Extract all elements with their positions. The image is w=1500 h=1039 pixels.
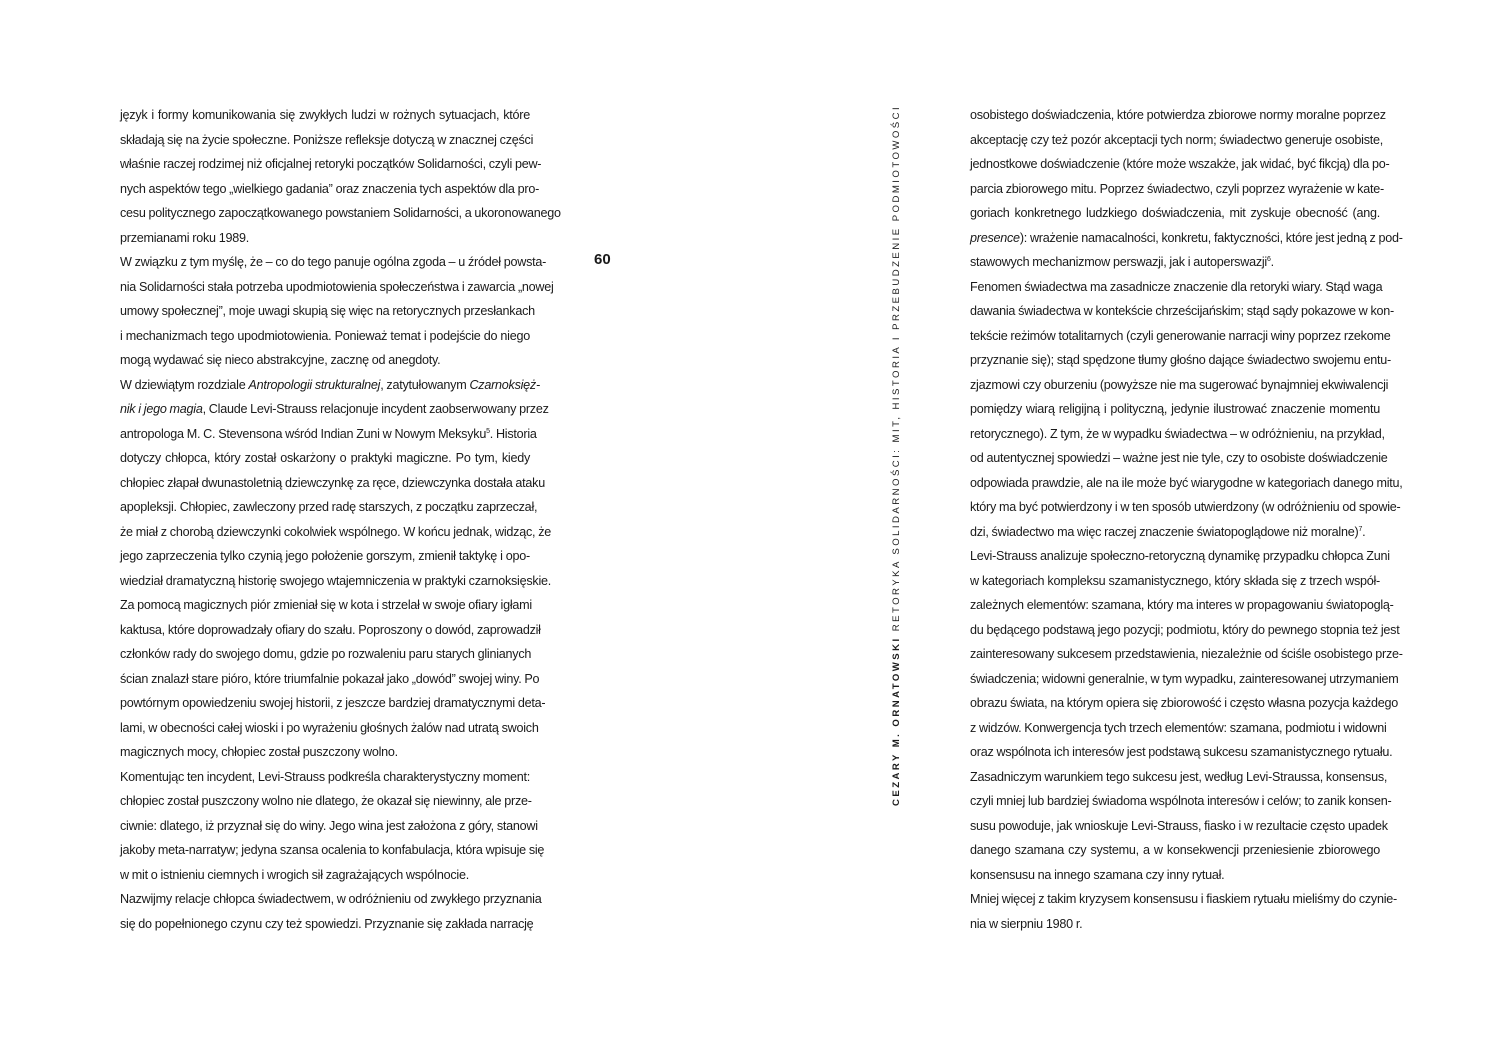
text-line: członków rady do swojego domu, gdzie po rozwaleniu paru starych glinianych: [120, 647, 532, 661]
text-line: Levi-Strauss analizuje społeczno-retoryczną dynamikę przypadku chłopca Zuni: [970, 549, 1390, 563]
book-title-italic: Antropologii strukturalnej: [248, 377, 381, 392]
text-line: kaktusa, które doprowadzały ofiary do szału. Poproszony o dowód, zaprowadził: [120, 622, 541, 637]
text-line: [970, 520, 1380, 545]
text-line: się do popełnionego czynu czy też spowiedzi. Przyznanie się zakłada narrację: [120, 916, 534, 931]
right-page-text: [970, 103, 1403, 936]
text-fragment: dzi, świadectwo ma więc raczej znaczenie światopoglądowe niż moralne): [970, 524, 1359, 539]
text-line: apopleksji. Chłopiec, zawleczony przed radę starszych, z początku zaprzeczał,: [120, 500, 538, 514]
text-line: Za pomocą magicznych piór zmieniał się w kota i strzelał w swoje ofiary igłami: [120, 598, 532, 612]
text-line: pomiędzy wiarą religijną i polityczną, jedynie ilustrować znaczenie momentu: [970, 402, 1380, 416]
text-line: [120, 373, 540, 398]
text-line: zależnych elementów: szamana, który ma interes w propagowaniu światopoglą-: [970, 598, 1394, 612]
text-fragment: , zatytułowanym: [380, 377, 470, 392]
chapter-title-italic: nik i jego magia: [120, 402, 203, 416]
text-line: zainteresowany sukcesem przedstawienia, niezależnie od ściśle osobistego prze-: [970, 647, 1403, 661]
text-line: jednostkowe doświadczenie (które może wszakże, jak widać, być fikcją) dla po-: [970, 157, 1390, 171]
text-fragment: , Claude Levi-Strauss relacjonuje incydent zaobserwowany przez: [202, 402, 549, 416]
text-line: goriach konkretnego ludzkiego doświadczenia, mit zyskuje obecność (ang.: [970, 206, 1380, 220]
running-head: [890, 104, 904, 808]
text-line: z widzów. Konwergencja tych trzech elementów: szamana, podmiotu i widowni: [970, 720, 1387, 735]
text-line: danego szamana czy systemu, a w konsekwencji przeniesienie zbiorowego: [970, 843, 1380, 857]
chapter-title-italic: Czarnoksięż-: [469, 377, 540, 392]
text-line: który ma być potwierdzony i w ten sposób utwierdzony (w odróżnieniu od spowie-: [970, 500, 1401, 514]
text-line: chłopiec złapał dwunastoletnią dziewczynkę za ręce, dziewczynka dostała ataku: [120, 475, 545, 490]
text-line: mogą wydawać się nieco abstrakcyjne, zacznę od anegdoty.: [120, 353, 441, 367]
text-line: chłopiec został puszczony wolno nie dlatego, że okazał się niewinny, ale prze-: [120, 794, 532, 808]
text-line: cesu politycznego zapoczątkowanego powstaniem Solidarności, a ukoronowanego: [120, 206, 561, 220]
text-line: nia Solidarności stała potrzeba upodmiotowienia społeczeństwa i zawarcia „nowej: [120, 279, 554, 294]
footnote-marker: 5: [486, 427, 490, 435]
text-line: nych aspektów tego „wielkiego gadania” oraz znaczenia tych aspektów dla pro-: [120, 181, 540, 196]
text-line: i mechanizmach tego upodmiotowienia. Ponieważ temat i podejście do niego: [120, 328, 530, 343]
text-line: w mit o istnieniu ciemnych i wrogich sił zagrażających wspólnocie.: [120, 867, 469, 882]
text-line: składają się na życie społeczne. Poniższe refleksje dotyczą w znacznej części: [120, 132, 534, 147]
text-fragment: . Historia: [489, 426, 537, 441]
text-line: odpowiada prawdzie, ale na ile może być wiarygodne w kategoriach danego mitu,: [970, 475, 1403, 490]
text-line: konsensusu na innego szamana czy inny rytuał.: [970, 867, 1225, 882]
text-line: powtórnym opowiedzeniu swojej historii, z jeszcze bardziej dramatycznymi deta-: [120, 696, 546, 710]
text-fragment: .: [1270, 255, 1274, 269]
page-number: 60: [594, 251, 611, 268]
text-line: akceptację czy też pozór akceptacji tych norm; świadectwo generuje osobiste,: [970, 132, 1383, 147]
text-line: od autentycznej spowiedzi – ważne jest nie tyle, czy to osobiste doświadczenie: [970, 451, 1388, 465]
running-head-title: RETORYKA SOLIDARNOŚCI: MIT, HISTORIA I PRZEBUDZENIE PODMIOTOWOŚCI: [891, 104, 902, 632]
text-line: [970, 226, 1403, 251]
text-line: parcia zbiorowego mitu. Poprzez świadectwo, czyli poprzez wyrażenie w kate-: [970, 181, 1384, 196]
text-line: czyli mniej lub bardziej świadoma wspólnota interesów i celów; to zanik konsen-: [970, 794, 1392, 808]
text-line: retorycznego). Z tym, że w wypadku świadectwa – w odróżnieniu, na przykład,: [970, 426, 1385, 441]
text-line: zjazmowi czy oburzeniu (powyższe nie ma sugerować bynajmniej ekwiwalencji: [970, 377, 1389, 392]
text-line: język i formy komunikowania się zwykłych ludzi w rożnych sytuacjach, które: [120, 108, 530, 122]
footnote-marker: 7: [1358, 525, 1363, 533]
text-line: przemianami roku 1989.: [120, 230, 249, 245]
text-line: Komentując ten incydent, Levi-Strauss podkreśla charakterystyczny moment:: [120, 769, 530, 784]
text-line: wiedział dramatyczną historię swojego wtajemniczenia w praktyki czarnoksięskie.: [120, 573, 552, 588]
text-line: Fenomen świadectwa ma zasadnicze znaczenie dla retoryki wiary. Stąd waga: [970, 279, 1383, 294]
text-line: W związku z tym myślę, że – co do tego panuje ogólna zgoda – u źródeł powsta-: [120, 255, 547, 269]
text-line: [970, 250, 1380, 275]
text-fragment: antropologa M. C. Stevensona wśród Indian Zuni w Nowym Meksyku: [120, 426, 487, 441]
text-line: nia w sierpniu 1980 r.: [970, 916, 1083, 931]
text-line: dawania świadectwa w kontekście chrześcijańskim; stąd sądy pokazowe w kon-: [970, 304, 1394, 318]
text-line: obrazu świata, na którym opiera się zbiorowość i często własna pozycja każdego: [970, 696, 1398, 710]
text-line: magicznych mocy, chłopiec został puszczony wolno.: [120, 745, 398, 759]
text-line: właśnie raczej rodzimej niż oficjalnej retoryki początków Solidarności, czyli pew-: [120, 157, 542, 171]
text-line: jego zaprzeczenia tylko czynią jego położenie gorszym, zmienił taktykę i opo-: [120, 549, 530, 563]
text-line: du będącego podstawą jego pozycji; podmiotu, który do pewnego stopnia też jest: [970, 622, 1400, 637]
running-head-author: CEZARY M. ORNATOWSKI: [891, 636, 902, 806]
footnote-marker: 6: [1266, 256, 1271, 263]
text-line: Zasadniczym warunkiem tego sukcesu jest, według Levi-Straussa, konsensus,: [970, 769, 1388, 784]
text-line: lami, w obecności całej wioski i po wyrażeniu głośnych żalów nad utratą swoich: [120, 720, 539, 735]
text-line: ścian znalazł stare pióro, które triumfalnie pokazał jako „dowód” swojej winy. Po: [120, 671, 540, 686]
left-page-text: [120, 103, 561, 936]
text-line: [120, 422, 537, 447]
text-line: jakoby meta-narratyw; jedyna szansa ocalenia to konfabulacja, która wpisuje się: [120, 843, 545, 857]
text-line: przyznanie się); stąd spędzone tłumy głośno dające świadectwo swojemu entu-: [970, 353, 1391, 367]
text-line: Nazwijmy relacje chłopca świadectwem, w odróżnieniu od zwykłego przyznania: [120, 892, 542, 906]
text-line: w kategoriach kompleksu szamanistycznego, który składa się z trzech współ-: [970, 573, 1380, 588]
text-line: [120, 397, 549, 422]
text-line: Mniej więcej z takim kryzysem konsensusu i fiaskiem rytuału mieliśmy do czynie-: [970, 892, 1397, 906]
text-fragment: .: [1362, 524, 1366, 539]
text-line: osobistego doświadczenia, które potwierdza zbiorowe normy moralne poprzez: [970, 108, 1386, 122]
text-fragment: ): wrażenie namacalności, konkretu, faktyczności, które jest jedną z pod-: [1019, 230, 1403, 245]
text-fragment: W dziewiątym rozdziale: [120, 377, 249, 392]
text-line: tekście reżimów totalitarnych (czyli generowanie narracji winy poprzez rzekome: [970, 328, 1391, 343]
text-line: świadczenia; widowni generalnie, w tym wypadku, zainteresowanej utrzymaniem: [970, 671, 1399, 686]
text-line: ciwnie: dlatego, iż przyznał się do winy. Jego wina jest założona z góry, stanowi: [120, 818, 538, 833]
text-line: umowy społecznej”, moje uwagi skupią się więc na retorycznych przesłankach: [120, 304, 535, 318]
text-line: susu powoduje, jak wnioskuje Levi-Strauss, fiasko i w rezultacie często upadek: [970, 818, 1388, 833]
term-italic: presence: [970, 230, 1020, 245]
text-fragment: stawowych mechanizmow perswazji, jak i autoperswazji: [970, 255, 1267, 269]
text-line: dotyczy chłopca, który został oskarżony o praktyki magiczne. Po tym, kiedy: [120, 451, 530, 465]
text-line: oraz wspólnota ich interesów jest podstawą sukcesu szamanistycznego rytuału.: [970, 745, 1393, 759]
text-line: że miał z chorobą dziewczynki cokolwiek wspólnego. W końcu jednak, widząc, że: [120, 524, 552, 539]
